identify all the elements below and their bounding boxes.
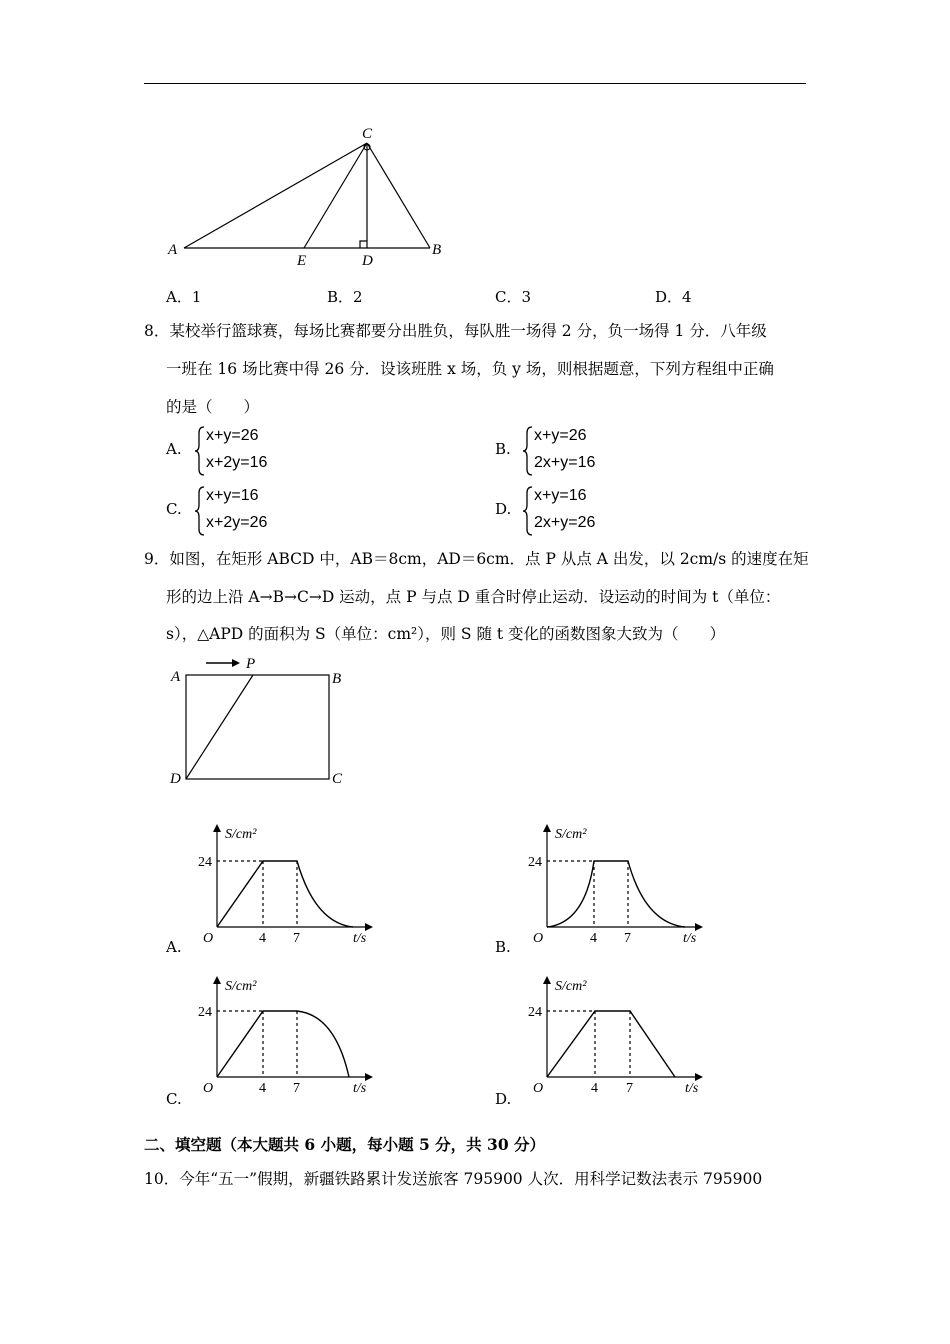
- x-axis-label: t/s: [685, 1081, 699, 1096]
- label-e: E: [297, 253, 307, 269]
- brace-icon: [194, 425, 206, 477]
- q8-option-c-label: C.: [166, 500, 182, 518]
- x-tick-4: 4: [590, 931, 597, 946]
- q9-option-c: C.: [166, 1090, 182, 1108]
- side-ac: [184, 143, 367, 248]
- q9-text-line3: s），△APD 的面积为 S（单位：cm²），则 S 随 t 变化的函数图象大致为（ ）: [166, 625, 726, 643]
- brace-icon: [194, 485, 206, 537]
- q8-option-a-system: [194, 425, 334, 477]
- rectangle-figure: [160, 650, 360, 790]
- graph-option-c: [195, 970, 380, 1105]
- x-tick-7: 7: [293, 1081, 300, 1096]
- function-curve: [547, 861, 685, 927]
- x-arrow-icon: [695, 1073, 703, 1081]
- y-arrow-icon: [543, 976, 551, 984]
- rectangle-abcd: [186, 675, 329, 779]
- x-arrow-icon: [695, 923, 703, 931]
- q7-option-d: D．4: [655, 288, 692, 306]
- q8-option-b-system: [522, 425, 662, 477]
- q8-option-c-system: [194, 485, 334, 537]
- equation-2: x+2y=26: [206, 514, 268, 531]
- origin-label: O: [203, 1081, 214, 1096]
- x-axis-label: t/s: [683, 931, 697, 946]
- brace-icon: [522, 425, 534, 477]
- function-curve: [217, 861, 353, 927]
- equation-2: 2x+y=26: [534, 514, 596, 531]
- y-tick-24: 24: [198, 855, 212, 870]
- label-b: B: [432, 242, 442, 258]
- label-p: P: [246, 656, 256, 672]
- q9-option-b: B.: [495, 938, 511, 956]
- label-d: D: [362, 253, 373, 269]
- y-tick-24: 24: [198, 1005, 212, 1020]
- x-tick-4: 4: [259, 1081, 266, 1096]
- y-tick-24: 24: [528, 1005, 542, 1020]
- label-d: D: [170, 771, 181, 787]
- y-axis-label: S/cm²: [555, 827, 587, 842]
- function-curve: [217, 1011, 349, 1077]
- x-tick-4: 4: [591, 1081, 598, 1096]
- equation-2: x+2y=16: [206, 454, 268, 471]
- q9-text-line2: 形的边上沿 A→B→C→D 运动，点 P 与点 D 重合时停止运动．设运动的时间为 t（单位：: [166, 588, 781, 606]
- x-tick-4: 4: [259, 931, 266, 946]
- q8-option-b-label: B.: [495, 440, 511, 458]
- arrow-right-icon: [206, 659, 240, 667]
- y-axis-label: S/cm²: [555, 979, 587, 994]
- y-axis-label: S/cm²: [225, 827, 257, 842]
- q7-option-c: C．3: [495, 288, 532, 306]
- q8-text-line3: 的是（ ）: [166, 398, 260, 416]
- q7-option-b: B．2: [327, 288, 363, 306]
- equation-2: 2x+y=16: [534, 454, 596, 471]
- header-rule: [144, 83, 806, 84]
- equation-1: x+y=16: [206, 487, 259, 504]
- y-tick-24: 24: [528, 855, 542, 870]
- equation-1: x+y=16: [534, 487, 587, 504]
- equation-1: x+y=26: [206, 427, 259, 444]
- q10-text-line1: 10．今年“五一”假期，新疆铁路累计发送旅客 795900 人次．用科学记数法表示 795900: [144, 1170, 763, 1188]
- equation-1: x+y=26: [534, 427, 587, 444]
- label-a: A: [168, 242, 178, 258]
- segment-ce: [304, 143, 367, 248]
- y-arrow-icon: [213, 976, 221, 984]
- q8-option-a-label: A.: [166, 440, 182, 458]
- y-axis-label: S/cm²: [225, 979, 257, 994]
- side-cb: [367, 143, 430, 248]
- label-a: A: [171, 669, 181, 685]
- q8-text-line1: 8．某校举行篮球赛，每场比赛都要分出胜负，每队胜一场得 2 分，负一场得 1 分．八年级: [144, 322, 767, 340]
- label-b: B: [332, 671, 342, 687]
- origin-label: O: [203, 931, 214, 946]
- q8-option-d-label: D.: [495, 500, 512, 518]
- q9-text-line1: 9．如图，在矩形 ABCD 中，AB＝8cm，AD＝6cm．点 P 从点 A 出发，以 2cm/s 的速度在矩: [144, 550, 809, 568]
- label-c: C: [362, 126, 373, 142]
- origin-label: O: [533, 931, 544, 946]
- q9-option-a: A.: [166, 938, 182, 956]
- y-arrow-icon: [213, 824, 221, 832]
- q8-option-d-system: [522, 485, 662, 537]
- segment-dp: [186, 675, 253, 779]
- triangle-figure: [160, 120, 460, 270]
- x-axis-label: t/s: [353, 1081, 367, 1096]
- x-axis-label: t/s: [353, 931, 367, 946]
- q8-text-line2: 一班在 16 场比赛中得 26 分．设该班胜 x 场，负 y 场，则根据题意，下列方程组中正确: [166, 360, 774, 378]
- q7-option-a: A．1: [166, 288, 202, 306]
- x-tick-7: 7: [624, 931, 631, 946]
- x-arrow-icon: [365, 1073, 373, 1081]
- function-curve: [547, 1011, 675, 1077]
- graph-option-b: [525, 818, 710, 953]
- x-tick-7: 7: [293, 931, 300, 946]
- right-angle-mark: [360, 241, 367, 248]
- graph-option-a: [195, 818, 380, 953]
- label-c: C: [332, 771, 343, 787]
- x-arrow-icon: [365, 923, 373, 931]
- origin-label: O: [533, 1081, 544, 1096]
- q9-option-d: D.: [495, 1090, 512, 1108]
- x-tick-7: 7: [626, 1081, 633, 1096]
- graph-option-d: [525, 970, 710, 1105]
- brace-icon: [522, 485, 534, 537]
- y-arrow-icon: [543, 824, 551, 832]
- section-heading: 二、填空题（本大题共 6 小题，每小题 5 分，共 30 分）: [144, 1135, 546, 1154]
